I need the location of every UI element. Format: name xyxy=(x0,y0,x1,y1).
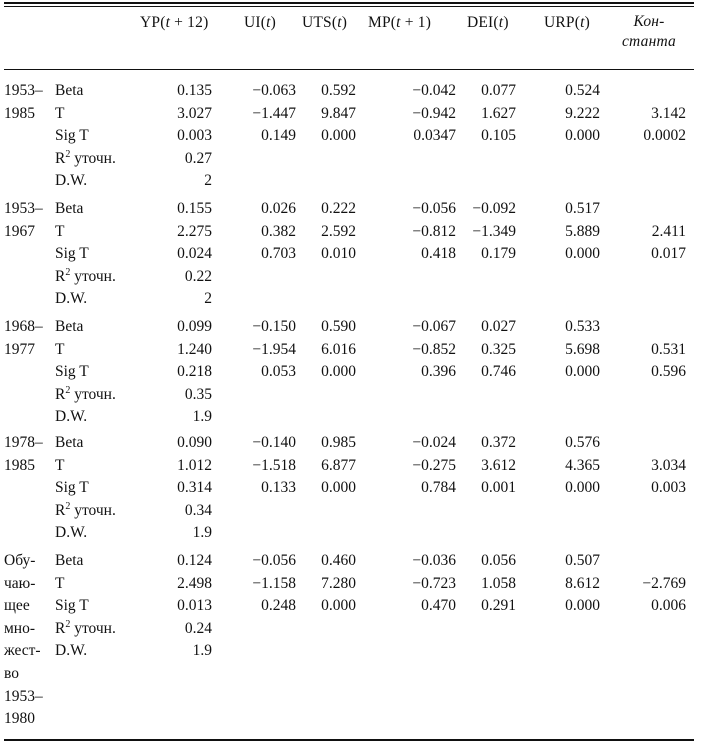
cell-yp: 3.027 xyxy=(177,104,212,122)
cell-dei: −1.349 xyxy=(472,222,516,240)
cell-constant: 0.003 xyxy=(651,479,686,497)
stat-label-t: T xyxy=(55,340,65,358)
cell-constant: 2.411 xyxy=(651,222,686,240)
cell-constant: 3.142 xyxy=(651,104,686,122)
header-dei: DEI(t) xyxy=(467,14,509,31)
stat-label-dw: D.W. xyxy=(55,408,88,426)
table-row xyxy=(0,339,701,361)
r2-rest: уточн. xyxy=(70,385,116,403)
cell-uts: 0.000 xyxy=(321,363,356,381)
cell-urp: 9.222 xyxy=(565,104,600,122)
cell-dei: 3.612 xyxy=(481,456,516,474)
period-label: 1953– xyxy=(4,200,43,217)
r2-sup: 2 xyxy=(65,384,71,396)
cell-dw: 1.9 xyxy=(192,408,212,426)
table-row xyxy=(0,170,701,192)
table-row xyxy=(0,361,701,383)
period-label: мно- xyxy=(4,619,36,637)
cell-yp: 0.155 xyxy=(177,200,212,217)
cell-r2: 0.35 xyxy=(184,385,212,403)
stat-label-sig: Sig T xyxy=(55,597,89,615)
table-row xyxy=(0,406,701,428)
header-yp: YP(t + 12) xyxy=(140,14,209,31)
cell-uts: 0.460 xyxy=(321,552,356,569)
period-label: 1968– xyxy=(4,318,43,335)
period-label: 1977 xyxy=(4,340,35,358)
cell-mp: −0.275 xyxy=(412,456,456,474)
stat-label-r2 xyxy=(55,148,116,170)
cell-yp: 0.003 xyxy=(177,127,212,145)
cell-dei: 0.105 xyxy=(481,127,516,145)
table-row xyxy=(0,522,701,544)
cell-yp: 0.090 xyxy=(177,434,212,451)
stat-label-sig: Sig T xyxy=(55,363,89,381)
cell-dei: 0.291 xyxy=(481,597,516,615)
cell-uts: 0.222 xyxy=(321,200,356,217)
cell-urp: 0.524 xyxy=(565,82,600,99)
cell-mp: −0.036 xyxy=(412,552,456,569)
header-mp: MP(t + 1) xyxy=(368,14,432,31)
header-constant xyxy=(612,12,686,52)
cell-dei: 0.027 xyxy=(481,318,516,335)
table-row xyxy=(0,80,701,102)
r2-sup: 2 xyxy=(65,148,71,160)
header-ui: UI(t) xyxy=(244,14,277,31)
cell-ui: 0.703 xyxy=(261,245,296,263)
cell-yp: 0.135 xyxy=(177,82,212,99)
table-row xyxy=(0,316,701,338)
cell-urp: 5.698 xyxy=(565,340,600,358)
cell-dw: 1.9 xyxy=(192,642,212,660)
cell-ui: −1.447 xyxy=(252,104,296,122)
cell-urp: 0.000 xyxy=(565,363,600,381)
table-row xyxy=(0,595,701,617)
cell-mp: 0.0347 xyxy=(413,127,456,145)
stat-label-r2 xyxy=(55,266,116,288)
stat-label-dw: D.W. xyxy=(55,642,88,660)
cell-uts: 7.280 xyxy=(321,574,356,592)
cell-uts: 0.985 xyxy=(321,434,356,451)
table-row xyxy=(0,573,701,595)
cell-ui: −0.150 xyxy=(252,318,296,335)
period-label: щее xyxy=(4,597,30,615)
cell-uts: 0.592 xyxy=(321,82,356,99)
cell-uts: 0.010 xyxy=(321,245,356,263)
header-constant-line2: станта xyxy=(621,33,677,50)
stat-label-r2 xyxy=(55,384,116,406)
table-top-rule-inner xyxy=(4,6,694,7)
r2-sup: 2 xyxy=(65,266,71,278)
r2-rest: уточн. xyxy=(70,619,116,637)
cell-constant: 3.034 xyxy=(651,456,686,474)
table-row xyxy=(0,243,701,265)
cell-ui: 0.149 xyxy=(261,127,296,145)
r2-rest: уточн. xyxy=(70,149,116,167)
cell-dei: 0.179 xyxy=(481,245,516,263)
cell-mp: −0.942 xyxy=(412,104,456,122)
cell-ui: 0.382 xyxy=(261,222,296,240)
stat-label-beta: Beta xyxy=(55,200,84,217)
cell-dei: 0.372 xyxy=(481,434,516,451)
cell-yp: 1.240 xyxy=(177,340,212,358)
stat-label-beta: Beta xyxy=(55,434,84,451)
table-row xyxy=(0,288,701,310)
table-row xyxy=(0,221,701,243)
cell-ui: 0.248 xyxy=(261,597,296,615)
cell-ui: −0.140 xyxy=(252,434,296,451)
cell-dei: 0.056 xyxy=(481,552,516,569)
r2-base: R xyxy=(55,385,66,403)
cell-constant: 0.006 xyxy=(651,597,686,615)
stat-label-t: T xyxy=(55,574,65,592)
header-urp: URP(t) xyxy=(544,14,591,31)
cell-ui: −1.158 xyxy=(252,574,296,592)
cell-uts: 2.592 xyxy=(321,222,356,240)
cell-uts: 0.590 xyxy=(321,318,356,335)
cell-ui: 0.133 xyxy=(261,479,296,497)
stat-label-beta: Beta xyxy=(55,318,84,335)
period-label: 1985 xyxy=(4,104,35,122)
cell-ui: −0.056 xyxy=(252,552,296,569)
table-row xyxy=(0,500,701,522)
stat-label-sig: Sig T xyxy=(55,127,89,145)
period-label: 1978– xyxy=(4,434,43,451)
table-row xyxy=(0,198,701,220)
r2-base: R xyxy=(55,267,66,285)
cell-dei: 0.001 xyxy=(481,479,516,497)
cell-ui: −1.518 xyxy=(252,456,296,474)
cell-constant: 0.596 xyxy=(651,363,686,381)
stat-label-t: T xyxy=(55,456,65,474)
cell-yp: 0.024 xyxy=(177,245,212,263)
cell-yp: 0.314 xyxy=(177,479,212,497)
cell-r2: 0.27 xyxy=(184,149,212,167)
cell-dw: 2 xyxy=(204,172,212,190)
table-row xyxy=(0,384,701,406)
header-constant-line1: Кон- xyxy=(633,13,665,30)
cell-dei: 1.058 xyxy=(481,574,516,592)
cell-urp: 0.000 xyxy=(565,597,600,615)
period-label: 1980 xyxy=(4,710,35,728)
table-row xyxy=(0,477,701,499)
stat-label-dw: D.W. xyxy=(55,172,88,190)
table-bottom-rule xyxy=(4,739,694,741)
stat-label-r2 xyxy=(55,618,116,640)
cell-ui: −0.063 xyxy=(252,82,296,99)
stat-label-dw: D.W. xyxy=(55,524,88,542)
cell-mp: 0.784 xyxy=(421,479,456,497)
table-top-rule xyxy=(4,2,694,4)
cell-mp: 0.470 xyxy=(421,597,456,615)
cell-yp: 0.013 xyxy=(177,597,212,615)
table-row xyxy=(0,103,701,125)
cell-ui: 0.026 xyxy=(261,200,296,217)
cell-constant: 0.017 xyxy=(651,245,686,263)
cell-uts: 6.877 xyxy=(321,456,356,474)
cell-constant: 0.531 xyxy=(651,340,686,358)
table-row xyxy=(0,455,701,477)
stat-label-sig: Sig T xyxy=(55,245,89,263)
cell-constant: 0.0002 xyxy=(643,127,686,145)
r2-base: R xyxy=(55,619,66,637)
cell-yp: 0.218 xyxy=(177,363,212,381)
r2-base: R xyxy=(55,501,66,519)
cell-dw: 1.9 xyxy=(192,524,212,542)
cell-urp: 0.576 xyxy=(565,434,600,451)
table-row xyxy=(0,618,701,640)
period-label: 1967 xyxy=(4,222,35,240)
cell-dei: −0.092 xyxy=(472,200,516,217)
cell-uts: 9.847 xyxy=(321,104,356,122)
r2-sup: 2 xyxy=(65,500,71,512)
cell-urp: 5.889 xyxy=(565,222,600,240)
header-uts: UTS(t) xyxy=(302,14,348,31)
period-label: чаю- xyxy=(4,574,36,592)
cell-mp: 0.418 xyxy=(421,245,456,263)
cell-urp: 0.517 xyxy=(565,200,600,217)
cell-uts: 0.000 xyxy=(321,479,356,497)
cell-mp: 0.396 xyxy=(421,363,456,381)
r2-rest: уточн. xyxy=(70,267,116,285)
cell-r2: 0.22 xyxy=(184,267,212,285)
table-row xyxy=(0,432,701,454)
table-row xyxy=(0,125,701,147)
table-row xyxy=(0,148,701,170)
cell-mp: −0.852 xyxy=(412,340,456,358)
cell-mp: −0.812 xyxy=(412,222,456,240)
period-label: Обу- xyxy=(4,552,36,569)
cell-yp: 1.012 xyxy=(177,456,212,474)
cell-dei: 0.077 xyxy=(481,82,516,99)
cell-mp: −0.042 xyxy=(412,82,456,99)
table-row xyxy=(0,266,701,288)
period-label: жест- xyxy=(4,642,41,660)
stat-label-t: T xyxy=(55,104,65,122)
cell-uts: 6.016 xyxy=(321,340,356,358)
cell-urp: 0.000 xyxy=(565,245,600,263)
cell-constant: −2.769 xyxy=(642,574,686,592)
cell-dei: 1.627 xyxy=(481,104,516,122)
period-label: во xyxy=(4,665,19,682)
cell-urp: 0.000 xyxy=(565,479,600,497)
cell-urp: 0.533 xyxy=(565,318,600,335)
cell-yp: 2.275 xyxy=(177,222,212,240)
cell-r2: 0.24 xyxy=(184,619,212,637)
cell-mp: −0.024 xyxy=(412,434,456,451)
cell-urp: 8.612 xyxy=(565,574,600,592)
cell-urp: 0.507 xyxy=(565,552,600,569)
stat-label-dw: D.W. xyxy=(55,290,88,308)
cell-dw: 2 xyxy=(204,290,212,308)
cell-yp: 0.099 xyxy=(177,318,212,335)
stat-label-t: T xyxy=(55,222,65,240)
cell-uts: 0.000 xyxy=(321,127,356,145)
cell-dei: 0.746 xyxy=(481,363,516,381)
cell-ui: −1.954 xyxy=(252,340,296,358)
table-row xyxy=(0,640,701,662)
r2-sup: 2 xyxy=(65,618,71,630)
cell-mp: −0.067 xyxy=(412,318,456,335)
cell-urp: 0.000 xyxy=(565,127,600,145)
table-row xyxy=(0,550,701,572)
stat-label-r2 xyxy=(55,500,116,522)
stat-label-beta: Beta xyxy=(55,82,84,99)
period-label: 1953– xyxy=(4,687,43,705)
stat-label-beta: Beta xyxy=(55,552,84,569)
period-label: 1953– xyxy=(4,82,43,99)
cell-r2: 0.34 xyxy=(184,501,212,519)
stat-label-sig: Sig T xyxy=(55,479,89,497)
cell-mp: −0.056 xyxy=(412,200,456,217)
cell-urp: 4.365 xyxy=(565,456,600,474)
cell-uts: 0.000 xyxy=(321,597,356,615)
cell-dei: 0.325 xyxy=(481,340,516,358)
r2-rest: уточн. xyxy=(70,501,116,519)
cell-yp: 0.124 xyxy=(177,552,212,569)
cell-ui: 0.053 xyxy=(261,363,296,381)
r2-base: R xyxy=(55,149,66,167)
cell-yp: 2.498 xyxy=(177,574,212,592)
header-bottom-rule xyxy=(4,69,694,70)
period-label: 1985 xyxy=(4,456,35,474)
cell-mp: −0.723 xyxy=(412,574,456,592)
